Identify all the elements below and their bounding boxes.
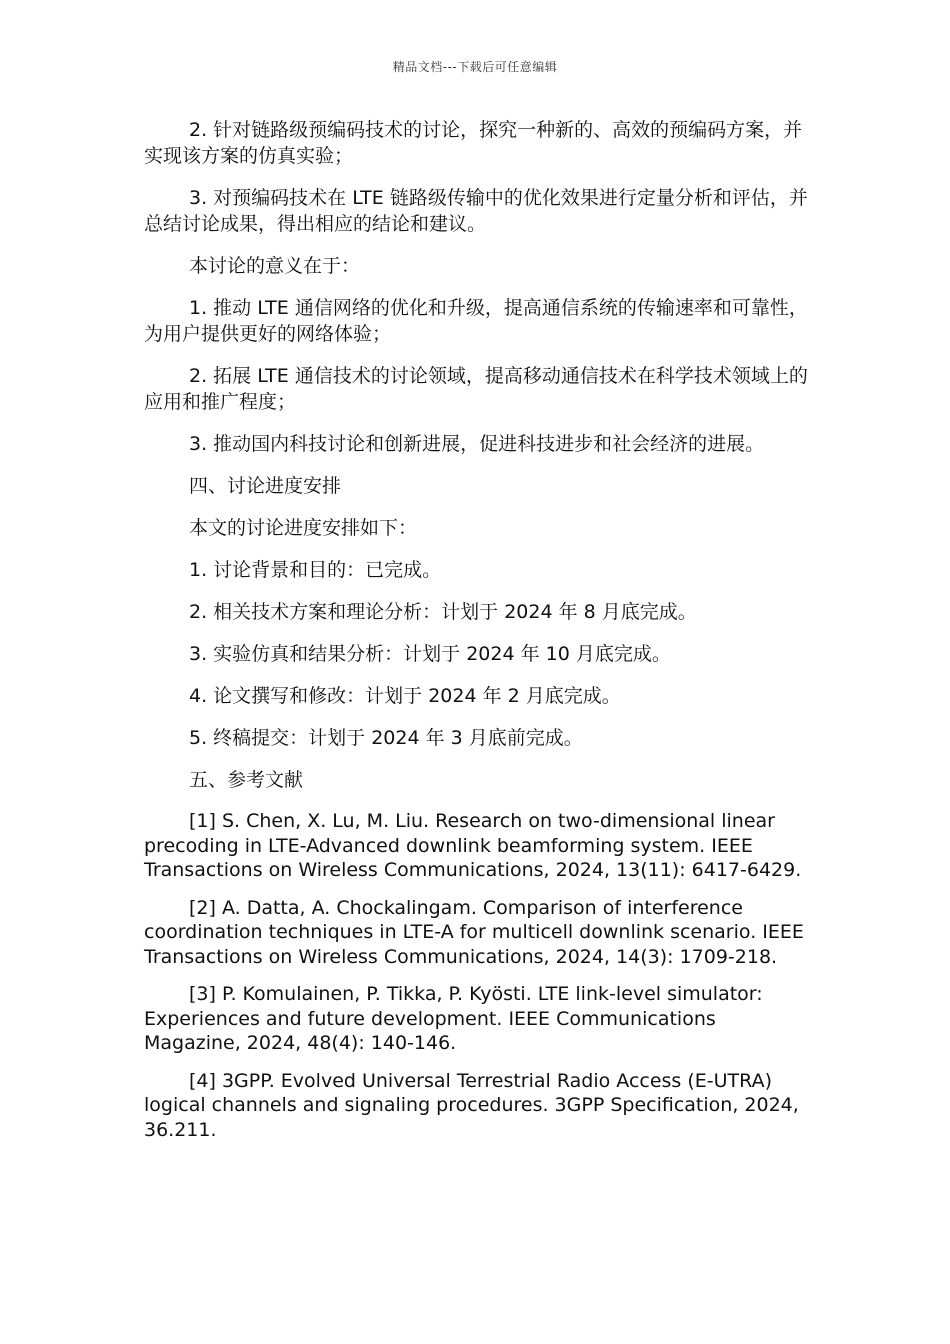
schedule-item-2: 2. 相关技术方案和理论分析：计划于 2024 年 8 月底完成。 (189, 601, 697, 623)
reference-item-3: [3] P. Komulainen, P. Tikka, P. Kyösti. LTE link-level simulator: Experiences and future development. IEEE Communications Magazine, 2024, 48(4): 140-146. (144, 983, 763, 1054)
significance-item-2: 2. 拓展 LTE 通信技术的讨论领域，提高移动通信技术在科学技术领域上的应用和推广程度； (144, 365, 808, 413)
schedule-item-5: 5. 终稿提交：计划于 2024 年 3 月底前完成。 (189, 727, 583, 749)
research-content-item-2: 2. 针对链路级预编码技术的讨论，探究一种新的、高效的预编码方案，并实现该方案的仿真实验； (144, 119, 803, 167)
schedule-item-4: 4. 论文撰写和修改：计划于 2024 年 2 月底完成。 (189, 685, 621, 707)
research-content-item-3: 3. 对预编码技术在 LTE 链路级传输中的优化效果进行定量分析和评估，并总结讨论成果，得出相应的结论和建议。 (144, 187, 808, 235)
significance-intro: 本讨论的意义在于： (189, 255, 361, 277)
section-heading-references: 五、参考文献 (189, 769, 304, 791)
schedule-intro: 本文的讨论进度安排如下： (189, 517, 418, 539)
significance-item-1: 1. 推动 LTE 通信网络的优化和升级，提高通信系统的传输速率和可靠性，为用户提供更好的网络体验； (144, 297, 808, 345)
schedule-item-3: 3. 实验仿真和结果分析：计划于 2024 年 10 月底完成。 (189, 643, 671, 665)
section-heading-schedule: 四、讨论进度安排 (189, 475, 342, 497)
document-body (144, 117, 814, 1155)
page-header: 精品文档---下载后可任意编辑 (392, 60, 558, 74)
reference-item-4: [4] 3GPP. Evolved Universal Terrestrial Radio Access (E-UTRA) logical channels and signaling procedures. 3GPP Specification, 2024, 36.211. (144, 1069, 799, 1141)
schedule-item-1: 1. 讨论背景和目的：已完成。 (189, 559, 442, 581)
significance-item-3: 3. 推动国内科技讨论和创新进展，促进科技进步和社会经济的进展。 (189, 433, 765, 455)
reference-item-1: [1] S. Chen, X. Lu, M. Liu. Research on two-dimensional linear precoding in LTE-Advanced downlink beamforming system. IEEE Transactions on Wireless Communications, 2024, 13(11): 6417-6429. (144, 810, 802, 881)
reference-item-2: [2] A. Datta, A. Chockalingam. Comparison of interference coordination techniques in LTE-A for multicell downlink scenario. IEEE Transactions on Wireless Communications, 2024, 14(3): 1709-218. (144, 896, 804, 968)
